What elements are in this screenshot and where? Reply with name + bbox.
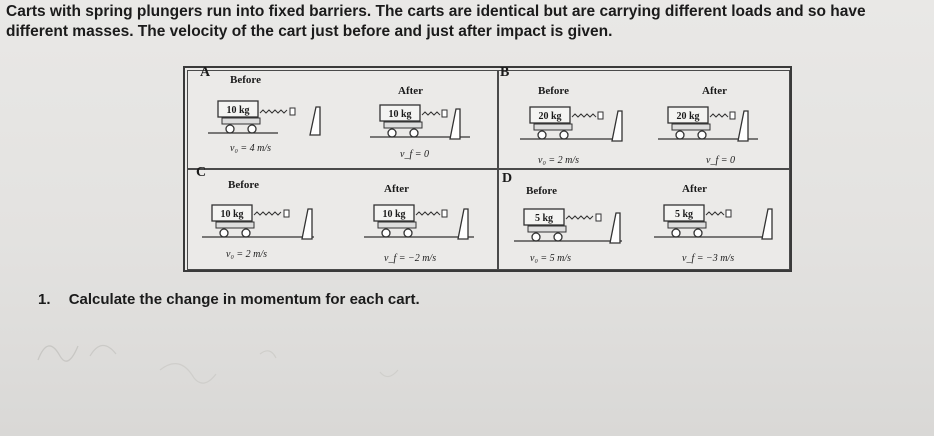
mass-label: 10 kg bbox=[382, 209, 406, 220]
cart-before bbox=[202, 203, 312, 247]
panel-c bbox=[187, 165, 499, 270]
velocity-after: v_f = 0 bbox=[400, 149, 429, 160]
cart-after bbox=[654, 203, 764, 247]
intro-line-2: different masses. The velocity of the cart just before and just after impact is given. bbox=[6, 23, 613, 40]
panel-letter: B bbox=[500, 65, 510, 80]
before-label: Before bbox=[230, 74, 261, 86]
after-label: After bbox=[398, 85, 424, 97]
mass-label: 5 kg bbox=[674, 209, 694, 220]
velocity-before: v₀ = 5 m/s bbox=[530, 253, 572, 264]
cart-after bbox=[364, 203, 474, 247]
faint-pencil-marks bbox=[30, 320, 470, 390]
mass-label: 5 kg bbox=[534, 213, 554, 224]
intro-line-1: Carts with spring plungers run into fixed barriers. The carts are identical but are carrying different loads and so have bbox=[6, 3, 866, 20]
before-label: Before bbox=[538, 85, 569, 97]
question-1 bbox=[38, 291, 420, 308]
mass-label: 20 kg bbox=[538, 111, 562, 122]
cart-before bbox=[520, 105, 630, 149]
velocity-before: v₀ = 2 m/s bbox=[226, 249, 268, 260]
velocity-after: v_f = −3 m/s bbox=[682, 253, 735, 264]
after-label: After bbox=[384, 183, 410, 195]
panel-letter: C bbox=[196, 165, 207, 180]
cart-diagram-grid bbox=[183, 66, 792, 272]
cart-after bbox=[658, 105, 768, 149]
panel-letter: D bbox=[502, 171, 513, 186]
panel-b bbox=[497, 65, 790, 170]
panel-letter: A bbox=[200, 65, 211, 80]
velocity-after: v_f = 0 bbox=[706, 155, 735, 166]
mass-label: 10 kg bbox=[226, 105, 250, 116]
before-label: Before bbox=[228, 179, 259, 191]
panel-a bbox=[187, 65, 499, 170]
velocity-before: v₀ = 2 m/s bbox=[538, 155, 580, 166]
question-text: Calculate the change in momentum for each cart. bbox=[68, 291, 420, 308]
after-label: After bbox=[702, 85, 728, 97]
cart-before bbox=[208, 99, 318, 143]
mass-label: 20 kg bbox=[676, 111, 700, 122]
before-label: Before bbox=[526, 185, 557, 197]
velocity-after: v_f = −2 m/s bbox=[384, 253, 437, 264]
cart-before bbox=[514, 207, 624, 251]
mass-label: 10 kg bbox=[388, 109, 412, 120]
mass-label: 10 kg bbox=[220, 209, 244, 220]
velocity-before: v₀ = 4 m/s bbox=[230, 143, 272, 154]
after-label: After bbox=[682, 183, 708, 195]
problem-intro bbox=[6, 2, 934, 42]
cart-after bbox=[370, 103, 480, 147]
question-number: 1. bbox=[38, 291, 51, 308]
panel-d bbox=[497, 168, 790, 270]
